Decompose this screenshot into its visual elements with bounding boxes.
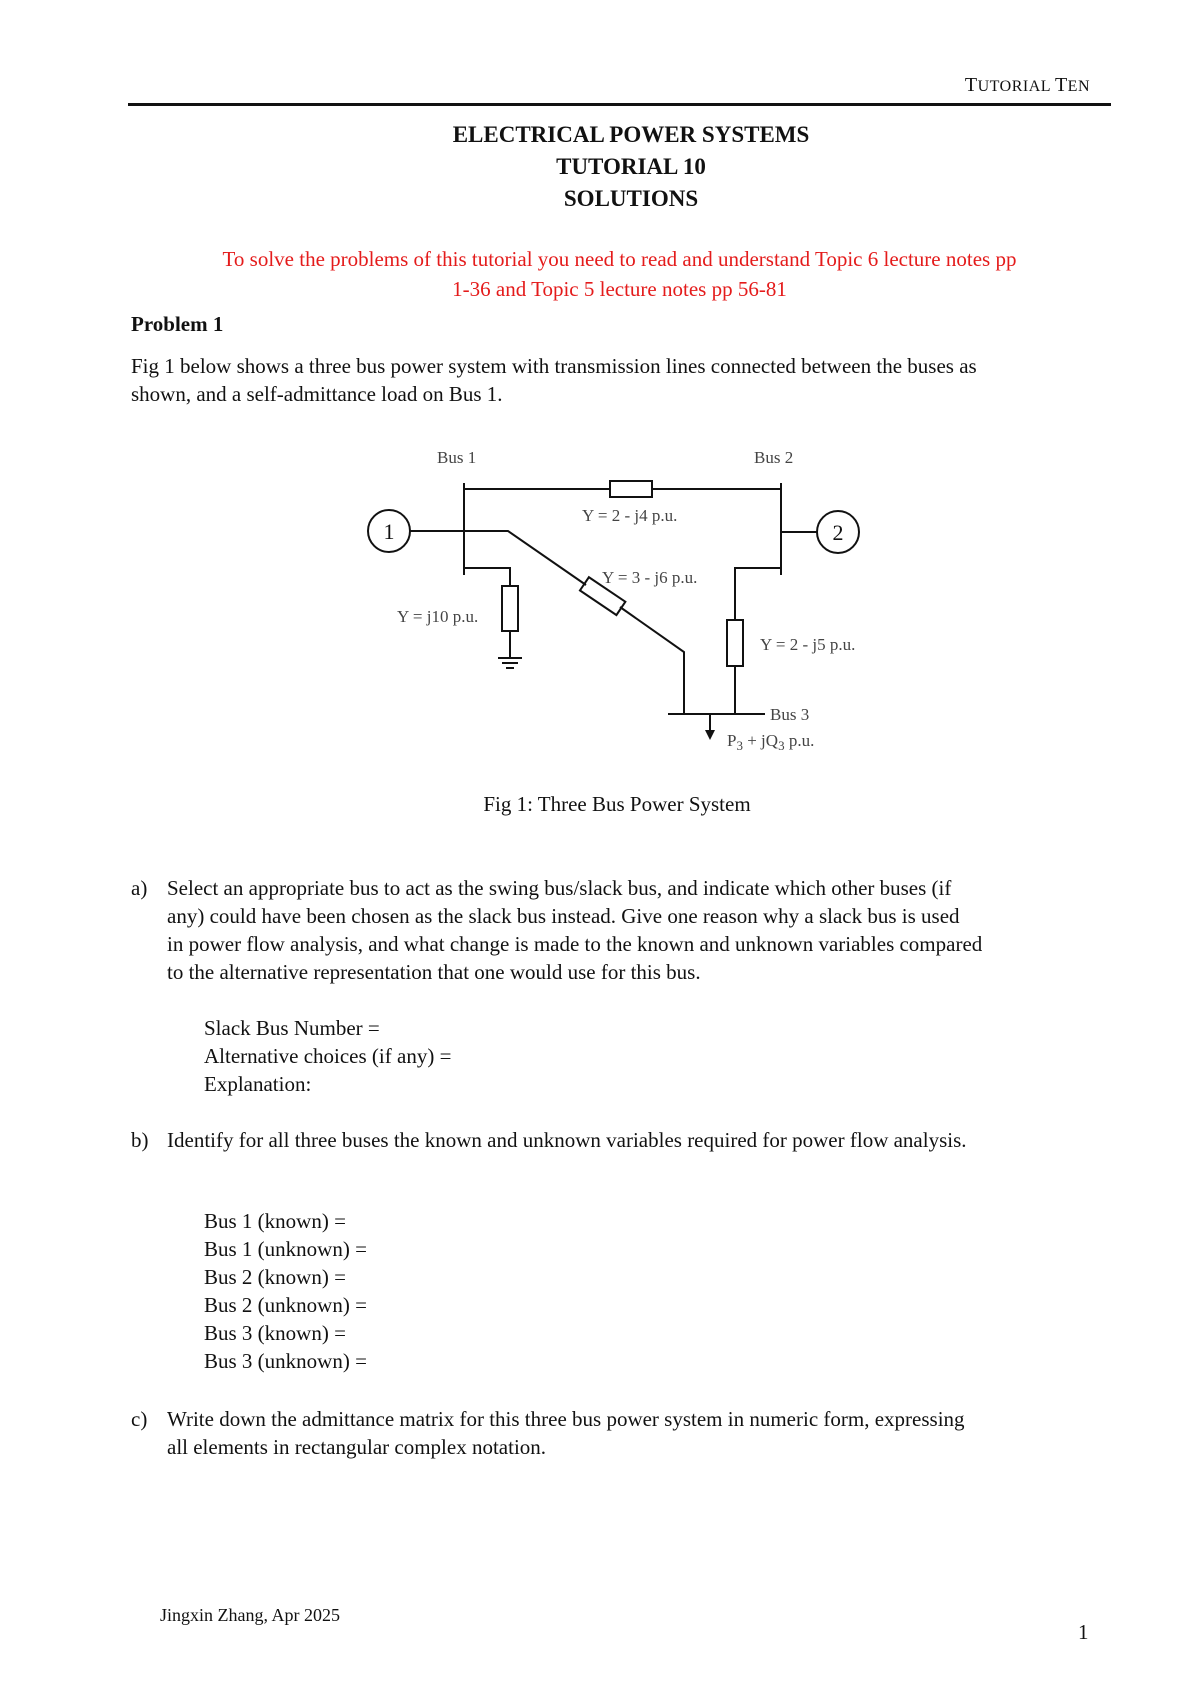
question-a-line1: Select an appropriate bus to act as the swing bus/slack bus, and indicate which other buses (if: [167, 876, 952, 900]
intro-line1: Fig 1 below shows a three bus power system with transmission lines connected between the buses as: [131, 354, 977, 378]
question-b-label: b): [131, 1128, 149, 1152]
running-head: TUTORIAL TEN: [964, 74, 1090, 96]
shunt-link: [464, 568, 510, 586]
question-a-line2: any) could have been chosen as the slack bus instead. Give one reason why a slack bus is used: [167, 904, 960, 928]
red-note-line2: 1-36 and Topic 5 lecture notes pp 56-81: [452, 277, 787, 301]
question-a-line4: to the alternative representation that one would use for this bus.: [167, 960, 701, 984]
question-c-label: c): [131, 1407, 148, 1431]
question-a-label: a): [131, 876, 148, 900]
page-number: 1: [1078, 1620, 1089, 1644]
admittance-13-label: Y = 3 - j6 p.u.: [602, 568, 698, 587]
question-c-line2: all elements in rectangular complex notation.: [167, 1435, 547, 1459]
admittance-12-box: [610, 481, 652, 497]
footer-author: Jingxin Zhang, Apr 2025: [160, 1605, 340, 1625]
bus2-label: Bus 2: [754, 448, 794, 467]
shunt-admittance-box: [502, 586, 518, 631]
question-c: [131, 1405, 1111, 1461]
red-note-line1: To solve the problems of this tutorial you need to read and understand Topic 6 lecture notes pp: [222, 247, 1017, 271]
doc-title-line3: SOLUTIONS: [563, 186, 699, 211]
doc-title-line1: ELECTRICAL POWER SYSTEMS: [452, 122, 810, 147]
generator-2-number: 2: [832, 520, 844, 545]
slack-bus-field: Slack Bus Number =: [204, 1016, 380, 1040]
bus3-unknown-field: Bus 3 (unknown) =: [204, 1349, 367, 1373]
explanation-field: Explanation:: [204, 1072, 312, 1096]
question-a-line3: in power flow analysis, and what change is made to the known and unknown variables compared: [167, 932, 983, 956]
bus3-label: Bus 3: [770, 705, 810, 724]
alternative-choices-field: Alternative choices (if any) =: [204, 1044, 452, 1068]
doc-title-line2: TUTORIAL 10: [556, 154, 706, 179]
line-13-bottom: [620, 607, 684, 714]
bus3-known-field: Bus 3 (known) =: [204, 1321, 346, 1345]
question-b-text: Identify for all three buses the known and unknown variables required for power flow analysis.: [167, 1128, 967, 1152]
admittance-23-box: [727, 620, 743, 666]
load-label: $P_3 + jQ_3$ p.u.: [727, 731, 815, 753]
bus2-known-field: Bus 2 (known) =: [204, 1265, 346, 1289]
line-13-top: [464, 531, 586, 585]
bus1-unknown-field: Bus 1 (unknown) =: [204, 1237, 367, 1261]
problem-heading: Problem 1: [131, 312, 224, 336]
load-arrow-head: [705, 730, 715, 740]
bus1-label: Bus 1: [437, 448, 477, 467]
figure-caption: Fig 1: Three Bus Power System: [483, 792, 751, 816]
admittance-12-label: Y = 2 - j4 p.u.: [582, 506, 678, 525]
line-23-top: [735, 568, 781, 620]
admittance-23-label: Y = 2 - j5 p.u.: [760, 635, 856, 654]
question-b: [131, 1126, 1111, 1154]
bus1-known-field: Bus 1 (known) =: [204, 1209, 346, 1233]
question-a: [131, 874, 1111, 986]
intro-line2: shown, and a self-admittance load on Bus 1.: [131, 382, 503, 406]
shunt-admittance-label: Y = j10 p.u.: [397, 607, 479, 626]
bus2-unknown-field: Bus 2 (unknown) =: [204, 1293, 367, 1317]
generator-1-number: 1: [383, 519, 395, 544]
question-c-line1: Write down the admittance matrix for this three bus power system in numeric form, expressing: [167, 1407, 965, 1431]
